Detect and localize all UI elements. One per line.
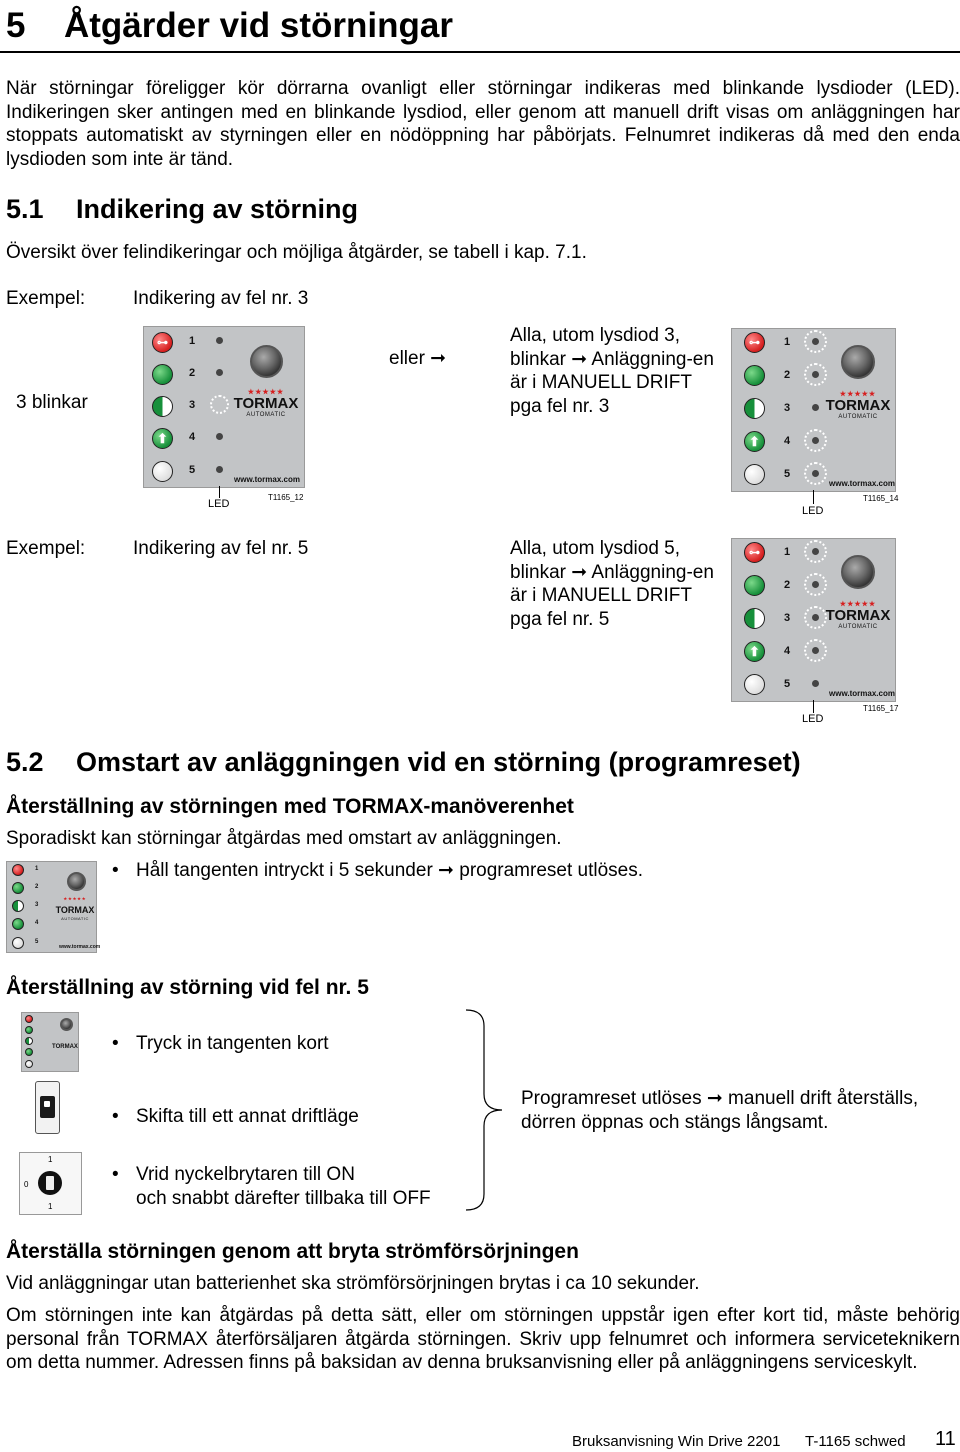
panel-number: 4 <box>784 435 791 447</box>
led-2 <box>152 364 173 385</box>
sub2-bullet-3: Vrid nyckelbrytaren till ON <box>136 1164 355 1185</box>
tormax-logo: ★★★★★ TORMAX AUTOMATIC <box>825 391 891 420</box>
indicator-dot <box>812 581 819 588</box>
chapter-number: 5 <box>6 6 26 45</box>
panel-url: www.tormax.com <box>59 944 101 950</box>
indicator-dot <box>216 337 223 344</box>
example1-label: Exempel: <box>6 288 86 309</box>
led-pointer-line <box>219 486 220 498</box>
sub2-bullet-3-cont: och snabbt därefter tillbaka till OFF <box>136 1188 431 1209</box>
switch-label-left: 0 <box>24 1180 29 1189</box>
heading-rule <box>0 51 960 53</box>
indicator-dot <box>812 470 819 477</box>
footer-manual: Bruksanvisning Win Drive 2201 <box>572 1433 781 1450</box>
panel-number: 5 <box>784 468 791 480</box>
led-3 <box>744 398 765 419</box>
led-5 <box>744 464 765 485</box>
indicator-dot <box>812 404 819 411</box>
sub2-bullet-2: Skifta till ett annat driftläge <box>136 1106 359 1127</box>
indicator-dot <box>812 371 819 378</box>
curly-brace <box>462 1008 506 1212</box>
arrow-up-icon: ⬆ <box>749 643 760 659</box>
bullet-icon: • <box>112 860 119 881</box>
panel-number: 4 <box>35 920 39 926</box>
sub2-bullet-1: Tryck in tangenten kort <box>136 1033 329 1054</box>
arrow-up-icon: ⬆ <box>749 433 760 449</box>
tormax-logo: ★★★★★ TORMAX AUTOMATIC <box>55 896 95 921</box>
indicator-dot <box>216 369 223 376</box>
panel-number: 1 <box>189 335 196 347</box>
led-1-key <box>25 1015 33 1023</box>
control-panel-small <box>6 861 101 953</box>
led-label: LED <box>208 498 230 510</box>
indicator-dot <box>812 680 819 687</box>
reset-button-knob <box>67 872 86 891</box>
tormax-logo: ★★★★★ TORMAX AUTOMATIC <box>825 601 891 630</box>
figure-code: T1165_12 <box>268 493 304 502</box>
panel-number: 5 <box>784 678 791 690</box>
key-switch-icon <box>19 1152 82 1215</box>
mode-switch-icon <box>35 1081 60 1134</box>
reset-button-knob <box>841 555 875 589</box>
led-label: LED <box>802 505 824 517</box>
indicator-dot <box>812 437 819 444</box>
led-1-key <box>744 332 765 353</box>
switch-label-bottom: 1 <box>48 1202 53 1211</box>
panel-url: www.tormax.com <box>829 479 895 488</box>
section-5-2-title: Omstart av anläggningen vid en störning (programreset) <box>76 747 801 777</box>
led-2 <box>744 365 765 386</box>
sub1-text: Sporadiskt kan störningar åtgärdas med omstart av anläggningen. <box>6 828 562 849</box>
key-icon: ⊶ <box>157 337 168 349</box>
led-label: LED <box>802 713 824 725</box>
switch-mark <box>44 1101 50 1107</box>
led-1-key <box>152 332 173 353</box>
led-3 <box>12 900 24 912</box>
panel-number: 5 <box>189 464 196 476</box>
indicator-dot-off <box>210 395 229 414</box>
panel-number: 1 <box>784 546 791 558</box>
sub3-text2: Om störningen inte kan åtgärdas på detta sätt, eller om störningen uppstår igen efter kort tid, måste behörig personal från TORMAX återförsäljaren åtgärda störningen. Skriv upp felnumret och informera serviceteknikern om detta nummer. Adressen finns på baksidan av denna bruksanvisning eller på anläggningens serviceskylt. <box>6 1305 960 1373</box>
led-4-arrow <box>152 428 173 449</box>
bullet-icon: • <box>112 1033 119 1054</box>
led-4-arrow <box>12 918 24 930</box>
panel-number: 1 <box>784 336 791 348</box>
led-3 <box>25 1037 33 1045</box>
switch-rocker <box>40 1096 55 1118</box>
footer-code: T-1165 schwed <box>805 1433 906 1450</box>
sub2-title: Återställning av störning vid fel nr. 5 <box>6 976 369 999</box>
panel-url: www.tormax.com <box>234 475 300 484</box>
led-4-arrow <box>744 641 765 662</box>
example1-title: Indikering av fel nr. 3 <box>133 288 309 309</box>
bullet-icon: • <box>112 1106 119 1127</box>
key-icon: ⊶ <box>749 337 760 349</box>
sub2-result: Programreset utlöses ➞ manuell drift återställs, dörren öppnas och stängs långsamt. <box>521 1088 919 1133</box>
section-5-1-text: Översikt över felindikeringar och möjliga åtgärder, se tabell i kap. 7.1. <box>6 242 587 263</box>
indicator-dot <box>216 433 223 440</box>
tormax-logo: TORMAX <box>52 1044 78 1050</box>
example1-or-label: eller ➞ <box>389 348 447 369</box>
panel-number: 4 <box>189 431 196 443</box>
led-5 <box>25 1060 33 1068</box>
led-5 <box>12 937 24 949</box>
reset-button-knob <box>60 1018 73 1031</box>
reset-button-knob <box>841 345 875 379</box>
panel-number: 3 <box>784 402 791 414</box>
section-5-1-title: Indikering av störning <box>76 194 359 224</box>
panel-number: 3 <box>189 399 196 411</box>
led-1-key <box>744 542 765 563</box>
panel-number: 2 <box>784 579 791 591</box>
figure-code: T1165_17 <box>863 704 899 713</box>
control-panel-right <box>731 328 896 492</box>
led-3 <box>152 396 173 417</box>
led-5 <box>152 461 173 482</box>
indicator-dot <box>812 647 819 654</box>
led-pointer-line <box>813 700 814 713</box>
example2-label: Exempel: <box>6 538 86 559</box>
bullet-icon: • <box>112 1164 119 1185</box>
section-5-2-number: 5.2 <box>6 747 44 777</box>
panel-number: 5 <box>35 939 39 945</box>
panel-number: 1 <box>35 866 39 872</box>
indicator-dot <box>812 548 819 555</box>
control-panel-left <box>143 326 305 488</box>
example1-blink-label: 3 blinkar <box>16 392 88 413</box>
sub1-title: Återställning av störningen med TORMAX-manöverenhet <box>6 795 574 818</box>
panel-number: 3 <box>35 902 39 908</box>
led-2 <box>744 575 765 596</box>
example2-alt-text: Alla, utom lysdiod 5, blinkar ➞ Anläggning-en är i MANUELL DRIFT pga fel nr. 5 <box>510 538 714 630</box>
led-2 <box>25 1026 33 1034</box>
panel-number: 4 <box>784 645 791 657</box>
led-5 <box>744 674 765 695</box>
panel-url: www.tormax.com <box>829 689 895 698</box>
sub3-title: Återställa störningen genom att bryta strömförsörjningen <box>6 1240 579 1263</box>
led-1-key <box>12 864 24 876</box>
indicator-dot <box>216 466 223 473</box>
led-4-arrow <box>25 1048 33 1056</box>
switch-label-top: 1 <box>48 1155 53 1164</box>
led-3 <box>744 608 765 629</box>
sub3-text: Vid anläggningar utan batterienhet ska strömförsörjningen brytas i ca 10 sekunder. <box>6 1273 700 1294</box>
page-title: Åtgärder vid störningar <box>64 6 453 45</box>
tormax-logo: ★★★★★ TORMAX AUTOMATIC <box>233 389 299 418</box>
indicator-dot <box>812 614 819 621</box>
led-pointer-line <box>813 490 814 504</box>
sub1-bullet: Håll tangenten intryckt i 5 sekunder ➞ programreset utlöses. <box>136 860 643 881</box>
led-2 <box>12 882 24 894</box>
panel-number: 2 <box>784 369 791 381</box>
figure-code: T1165_14 <box>863 494 899 503</box>
indicator-dot <box>812 338 819 345</box>
section-5-1-number: 5.1 <box>6 194 44 224</box>
led-4-arrow <box>744 431 765 452</box>
key-slot <box>46 1176 54 1190</box>
control-panel-tiny <box>21 1012 79 1072</box>
panel-number: 2 <box>189 367 196 379</box>
page-number: 11 <box>935 1428 956 1450</box>
reset-button-knob <box>250 345 283 378</box>
panel-number: 2 <box>35 884 39 890</box>
arrow-up-icon: ⬆ <box>157 430 168 446</box>
control-panel-example2 <box>731 538 896 702</box>
intro-paragraph: När störningar föreligger kör dörrarna ovanligt eller störningar indikeras med blinkande lysdioder (LED). Indikeringen sker antingen med en blinkande lysdiod, eller genom att manuell drift visas om anläggningen har stoppats automatiskt av styrningen eller en nödöppning har påbörjats. Felnumret indikeras då med den enda lysdioden som inte är tänd. <box>6 78 960 170</box>
panel-number: 3 <box>784 612 791 624</box>
example1-alt-text: Alla, utom lysdiod 3, blinkar ➞ Anläggning-en är i MANUELL DRIFT pga fel nr. 3 <box>510 325 714 417</box>
key-icon: ⊶ <box>749 547 760 559</box>
example2-title: Indikering av fel nr. 5 <box>133 538 309 559</box>
